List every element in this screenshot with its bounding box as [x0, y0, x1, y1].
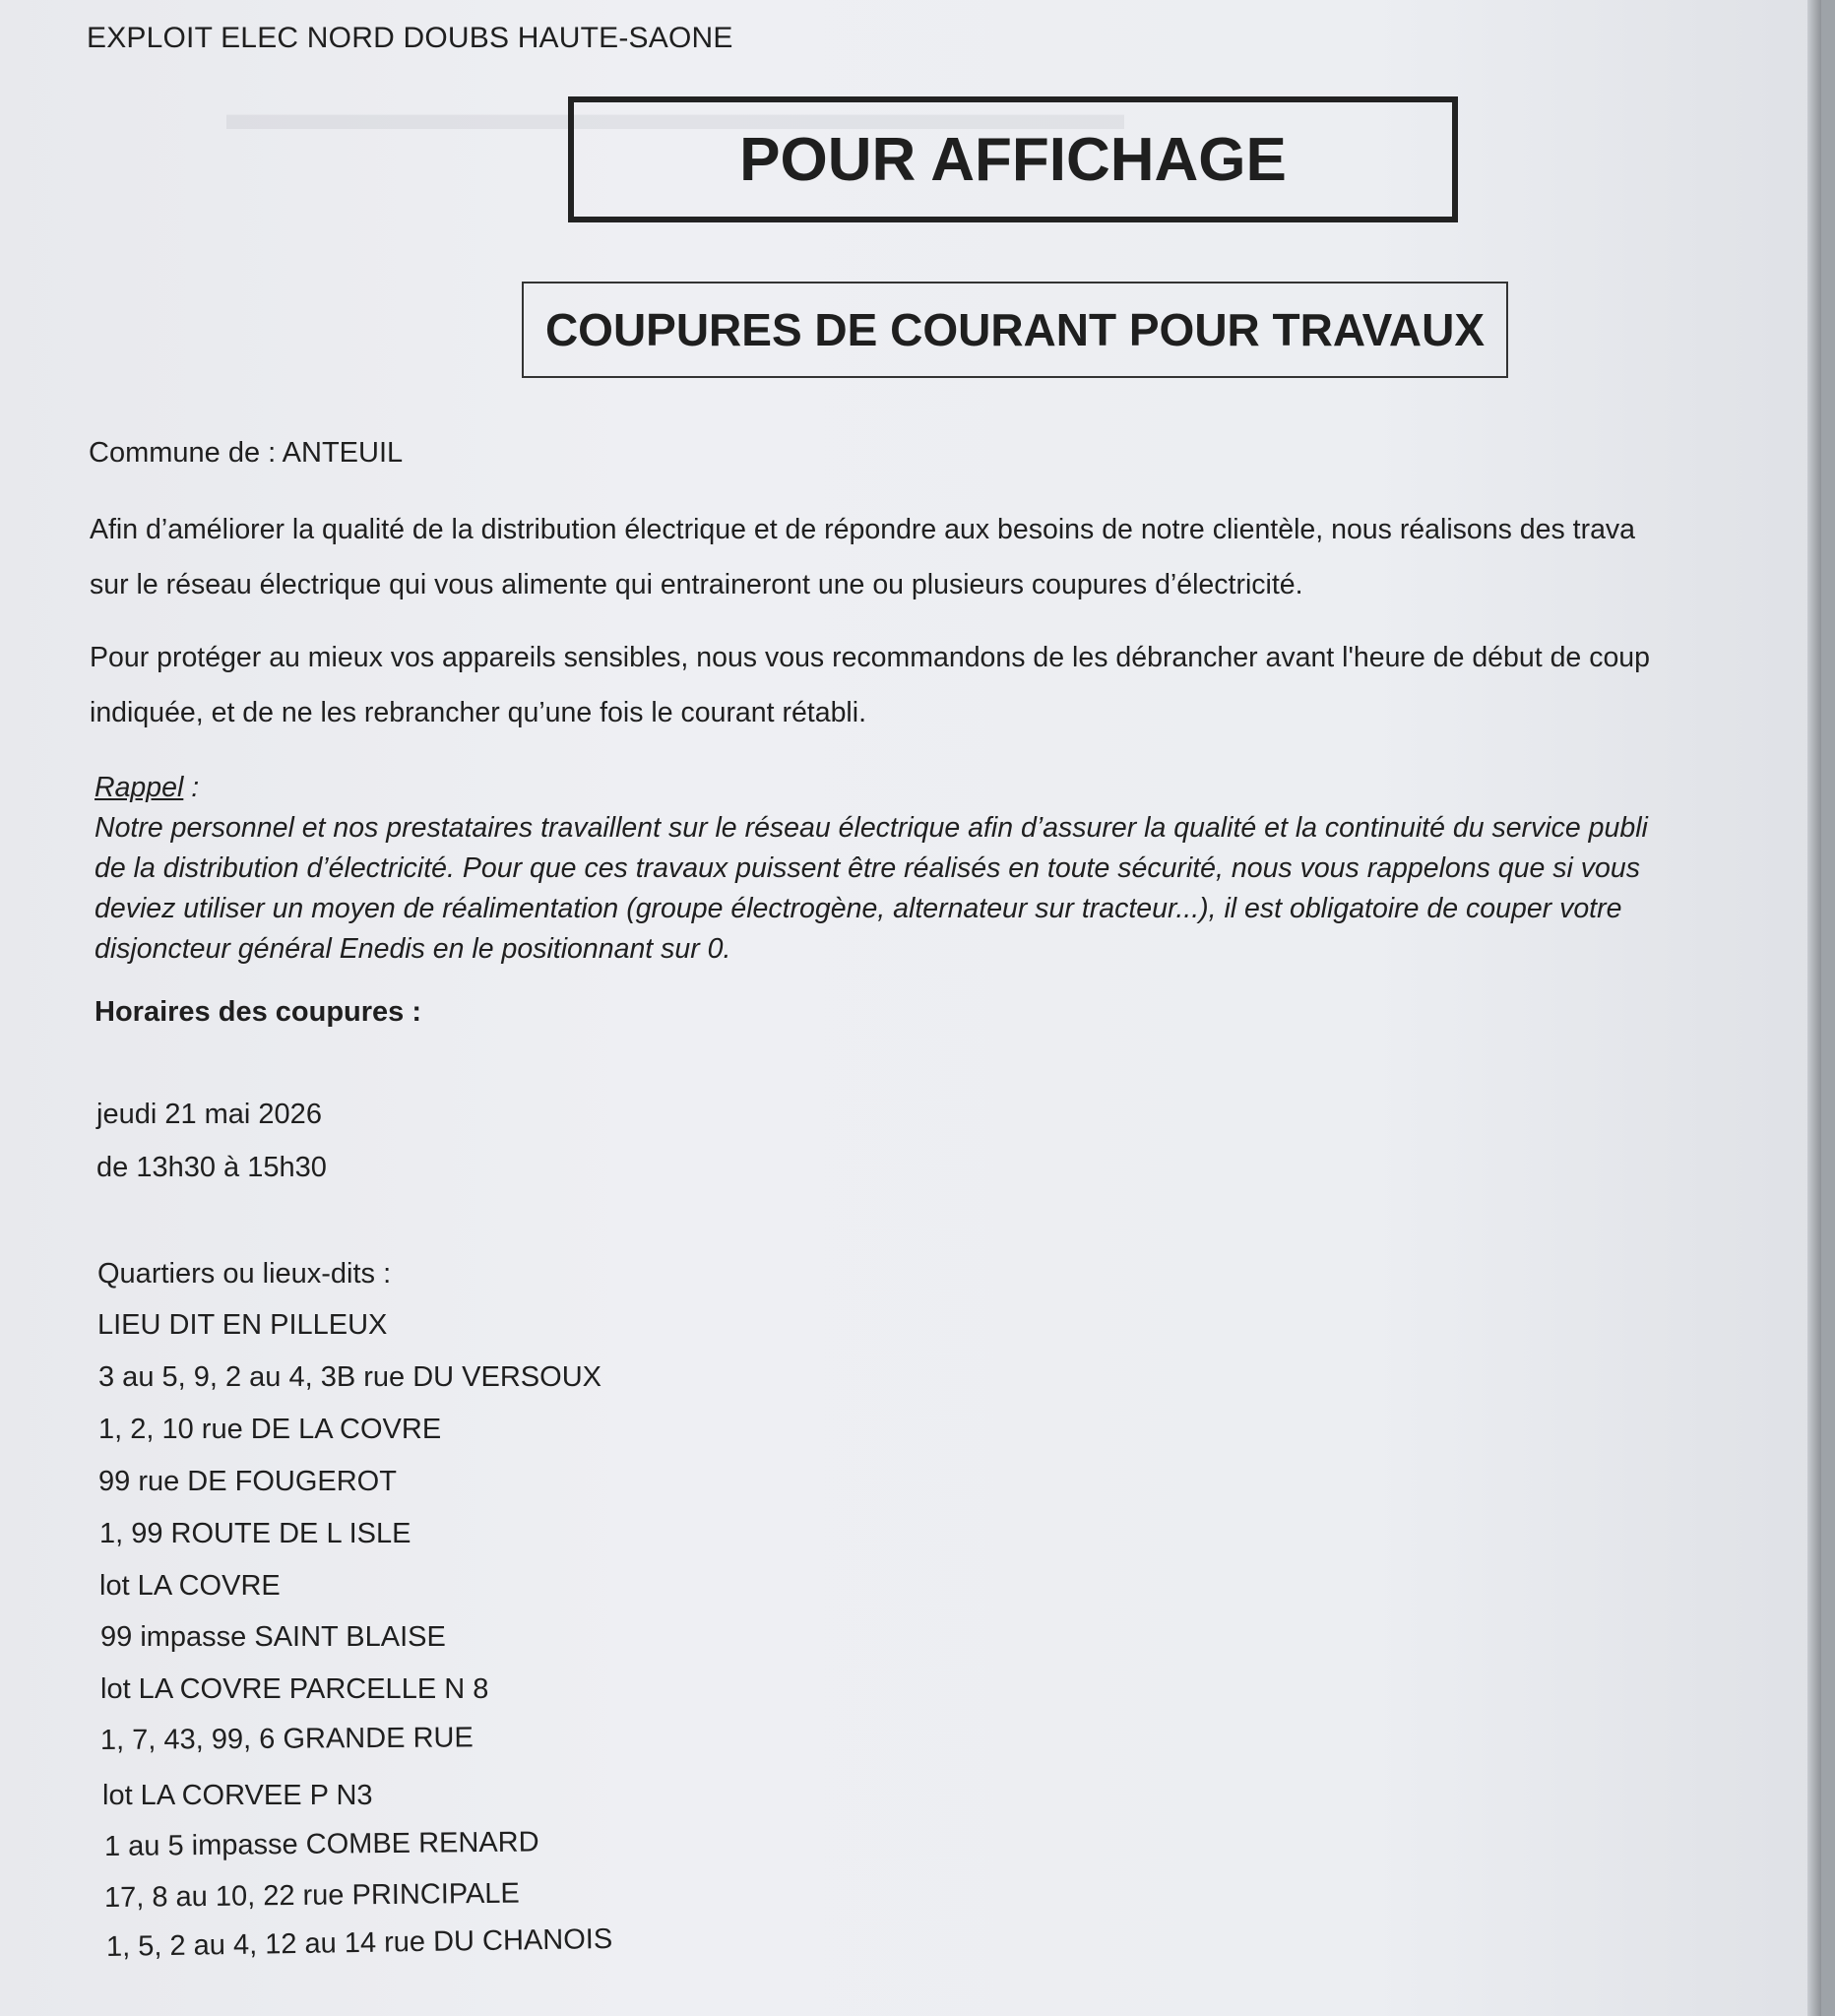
- reminder-line-2: de la distribution d’électricité. Pour que ces travaux puissent être réalisés en toute sécurité, nous vous rappelons que si vous: [95, 852, 1640, 884]
- reminder-line-3: deviez utiliser un moyen de réalimentation (groupe électrogène, alternateur sur tracteur...), il est obligatoire de couper votre: [95, 893, 1622, 924]
- location-item: lot LA COVRE PARCELLE N 8: [100, 1673, 489, 1705]
- location-item: 1, 5, 2 au 4, 12 au 14 rue DU CHANOIS: [105, 1922, 613, 1963]
- intro-paragraph-line-2: sur le réseau électrique qui vous alimente qui entraineront une ou plusieurs coupures d’électricité.: [90, 569, 1303, 600]
- reminder-colon: :: [183, 772, 200, 803]
- page-subtitle: COUPURES DE COURANT POUR TRAVAUX: [522, 282, 1508, 378]
- location-item: lot LA CORVEE P N3: [102, 1780, 373, 1811]
- schedule-heading: Horaires des coupures :: [95, 996, 421, 1028]
- location-item: 1, 99 ROUTE DE L ISLE: [99, 1518, 411, 1549]
- intro-paragraph-line-1: Afin d’améliorer la qualité de la distribution électrique et de répondre aux besoins de notre clientèle, nous réalisons des trava: [90, 514, 1636, 545]
- intro-paragraph: [90, 502, 1812, 612]
- location-item: lot LA COVRE: [99, 1570, 281, 1602]
- location-item: 1, 7, 43, 99, 6 GRANDE RUE: [99, 1722, 474, 1756]
- reminder-line-4: disjoncteur général Enedis en le positionnant sur 0.: [95, 933, 731, 965]
- organization-header: EXPLOIT ELEC NORD DOUBS HAUTE-SAONE: [87, 22, 733, 54]
- advice-paragraph: [90, 630, 1812, 740]
- reminder-line-1: Notre personnel et nos prestataires travaillent sur le réseau électrique afin d’assurer la qualité et la continuité du service publi: [95, 812, 1648, 844]
- page-title: POUR AFFICHAGE: [568, 96, 1458, 222]
- location-item: 1, 2, 10 rue DE LA COVRE: [98, 1414, 442, 1445]
- page-edge-shadow: [1807, 0, 1821, 2016]
- bleed-through-texture: ▬▬▬▬▬▬▬▬▬▬▬▬▬▬▬▬▬▬▬: [226, 88, 1124, 140]
- commune-line: Commune de : ANTEUIL: [89, 437, 404, 469]
- location-item: 3 au 5, 9, 2 au 4, 3B rue DU VERSOUX: [98, 1361, 601, 1393]
- location-item: 99 impasse SAINT BLAISE: [100, 1621, 446, 1653]
- location-item: 17, 8 au 10, 22 rue PRINCIPALE: [103, 1877, 520, 1914]
- location-item: 99 rue DE FOUGEROT: [98, 1466, 397, 1497]
- advice-paragraph-line-1: Pour protéger au mieux vos appareils sensibles, nous vous recommandons de les débrancher avant l'heure de début de coup: [90, 642, 1650, 673]
- reminder-block: [95, 768, 1817, 970]
- reminder-heading: [95, 768, 1817, 808]
- locations-heading: Quartiers ou lieux-dits :: [97, 1258, 392, 1290]
- location-item: LIEU DIT EN PILLEUX: [97, 1309, 388, 1341]
- reminder-label: Rappel: [95, 772, 184, 803]
- schedule-date: jeudi 21 mai 2026: [96, 1099, 322, 1130]
- advice-paragraph-line-2: indiquée, et de ne les rebrancher qu’une fois le courant rétabli.: [90, 697, 867, 728]
- location-item: 1 au 5 impasse COMBE RENARD: [103, 1826, 539, 1862]
- schedule-time: de 13h30 à 15h30: [96, 1152, 327, 1183]
